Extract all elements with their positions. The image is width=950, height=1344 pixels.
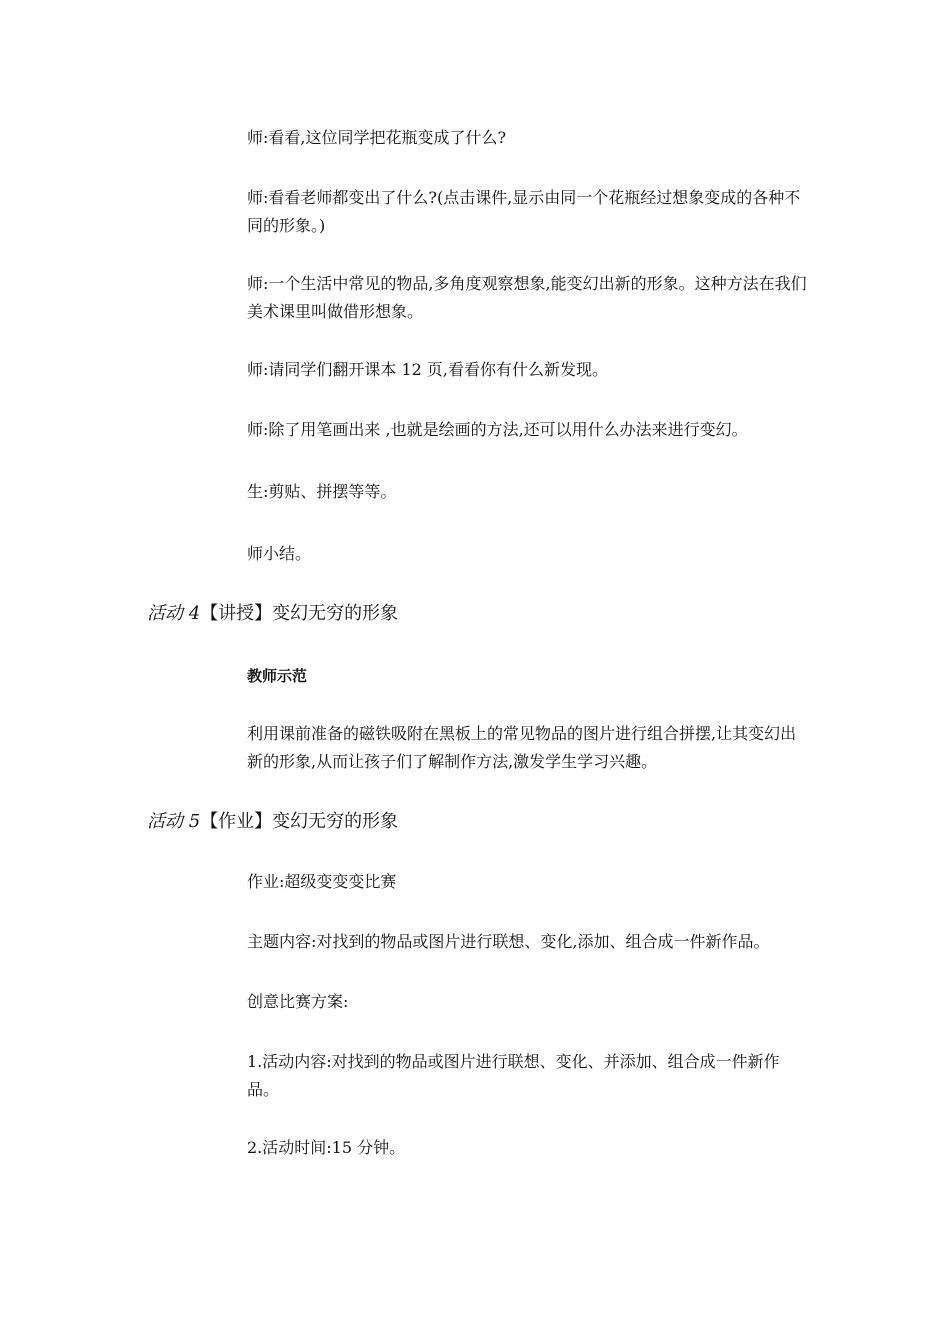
paragraph-theme: 主题内容:对找到的物品或图片进行联想、变化,添加、组合成一件新作品。: [247, 932, 770, 951]
activity-4-title: 【讲授】变幻无穷的形象: [200, 603, 399, 624]
paragraph-plan: 创意比赛方案:: [247, 992, 349, 1011]
paragraph-teacher-textbook: 师:请同学们翻开课本 12 页,看看你有什么新发现。: [247, 360, 609, 379]
activity-5-label: 活动 5: [147, 811, 201, 832]
list-item-activity-time: 2.活动时间:15 分钟。: [247, 1138, 406, 1157]
activity-5-title: 【作业】变幻无穷的形象: [200, 811, 399, 832]
paragraph-teacher-method: 师:一个生活中常见的物品,多角度观察想象,能变幻出新的形象。这种方法在我们美术课里叫做借形想象。: [247, 274, 807, 321]
teacher-demo-subheading: 教师示范: [247, 667, 308, 685]
list-item-activity-content: 1.活动内容:对找到的物品或图片进行联想、变化、并添加、组合成一件新作品。: [247, 1052, 780, 1099]
activity-5-heading: [147, 808, 807, 836]
paragraph-student-answer: 生:剪贴、拼摆等等。: [247, 482, 397, 501]
activity-4-heading: [147, 600, 807, 628]
paragraph-teacher-courseware: 师:看看老师都变出了什么?(点击课件,显示由同一个花瓶经过想象变成的各种不同的形象。): [247, 188, 801, 235]
paragraph-teacher-summary: 师小结。: [247, 544, 312, 563]
paragraph-teacher-vase: 师:看看,这位同学把花瓶变成了什么?: [247, 128, 507, 147]
paragraph-teacher-question: 师:除了用笔画出来 ,也就是绘画的方法,还可以用什么办法来进行变幻。: [247, 420, 748, 439]
paragraph-homework: 作业:超级变变变比赛: [247, 872, 397, 891]
paragraph-demo-description: 利用课前准备的磁铁吸附在黑板上的常见物品的图片进行组合拼摆,让其变幻出新的形象,从而让孩子们了解制作方法,激发学生学习兴趣。: [247, 724, 797, 771]
activity-4-label: 活动 4: [147, 603, 201, 624]
